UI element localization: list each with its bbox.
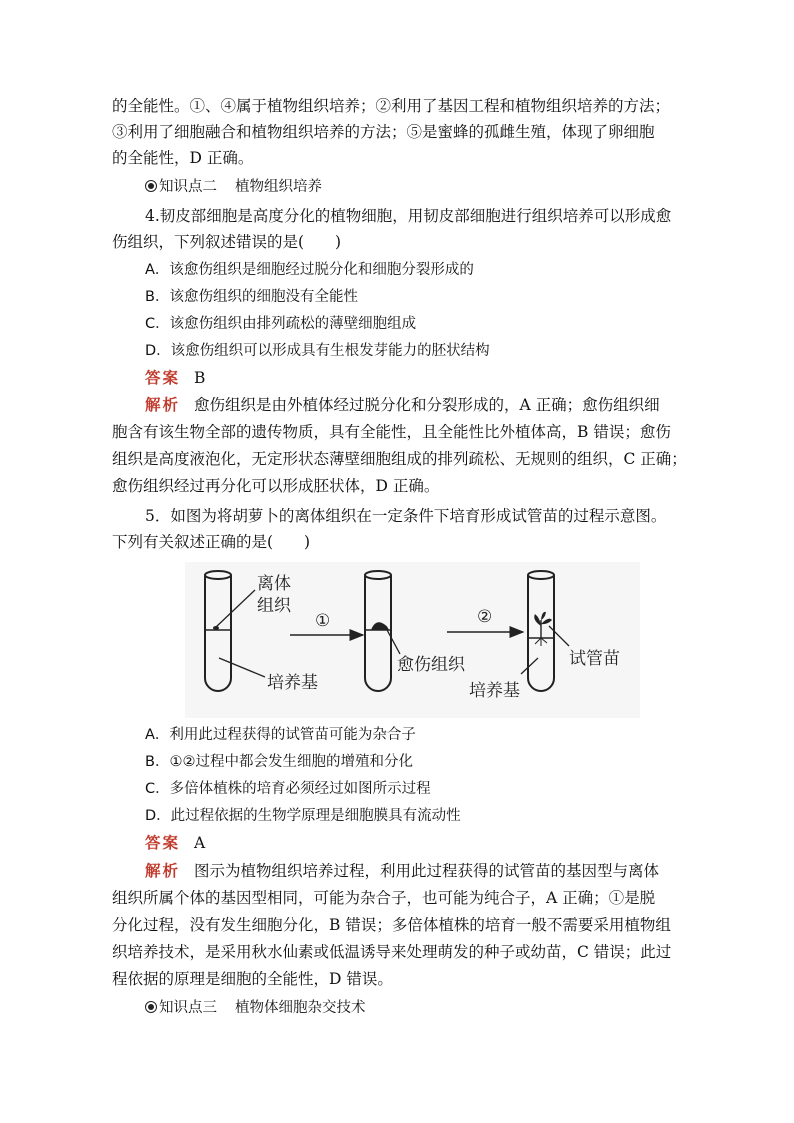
analysis-text: 愈伤组织经过再分化可以形成胚状体，D 正确。 — [112, 477, 440, 495]
bullet-circle-icon — [145, 180, 157, 192]
option-d: D．该愈伤组织可以形成具有生根发芽能力的胚状结构 — [145, 343, 490, 359]
option-b: B．该愈伤组织的细胞没有全能性 — [145, 289, 358, 305]
question-5-stem: 5．如图为将胡萝卜的离体组织在一定条件下培育形成试管苗的过程示意图。 — [145, 507, 667, 525]
label-explant-1: 离体 — [257, 574, 291, 594]
step-1-label: ① — [315, 611, 331, 631]
analysis-text: 组织是高度液泡化，无定形状态薄壁细胞组成的排列疏松、无规则的组织，C 正确； — [112, 450, 687, 468]
section-label: 知识点三 — [159, 1000, 217, 1016]
option-c: C．多倍体植株的培育必须经过如图所示过程 — [145, 781, 431, 797]
analysis-line — [145, 858, 717, 884]
option-d: D．此过程依据的生物学原理是细胞膜具有流动性 — [145, 808, 461, 824]
tissue-culture-figure — [185, 562, 640, 718]
answer-value: A — [194, 834, 206, 852]
answer-label: 答案 — [145, 368, 181, 387]
analysis-label: 解析 — [145, 395, 181, 414]
paragraph-line: ③利用了细胞融合和植物组织培养的方法；⑤是蜜蜂的孤雌生殖，体现了卵细胞 — [112, 123, 655, 141]
analysis-label: 解析 — [145, 861, 181, 880]
label-callus: 愈伤组织 — [397, 655, 465, 675]
answer-value: B — [194, 369, 206, 387]
label-medium-2: 培养基 — [469, 681, 520, 701]
question-4-stem: 伤组织，下列叙述错误的是( ) — [112, 233, 342, 251]
step-2-label: ② — [477, 607, 493, 627]
analysis-text: 愈伤组织是由外植体经过脱分化和分裂形成的，A 正确；愈伤组织细 — [194, 396, 660, 414]
option-a: A．利用此过程获得的试管苗可能为杂合子 — [145, 727, 416, 743]
seedling-icon — [534, 612, 552, 646]
analysis-text: 组织所属个体的基因型相同，可能为杂合子，也可能为纯合子，A 正确；①是脱 — [112, 889, 656, 907]
analysis-text: 程依据的原理是细胞的全能性，D 错误。 — [112, 970, 393, 988]
answer-line — [145, 365, 717, 391]
question-5-stem: 下列有关叙述正确的是( ) — [112, 533, 311, 551]
section-heading-2 — [145, 174, 717, 200]
section-heading-3 — [145, 995, 717, 1021]
paragraph-line: 的全能性。①、④属于植物组织培养；②利用了基因工程和植物组织培养的方法； — [112, 97, 671, 115]
analysis-line — [145, 392, 717, 418]
test-tube-1 — [205, 571, 265, 691]
test-tube-3 — [521, 571, 569, 691]
label-medium-1: 培养基 — [267, 673, 318, 693]
tissue-culture-diagram — [185, 562, 640, 718]
question-4-stem: 4.韧皮部细胞是高度分化的植物细胞，用韧皮部细胞进行组织培养可以形成愈 — [145, 207, 672, 225]
analysis-text: 图示为植物组织培养过程，利用此过程获得的试管苗的基因型与离体 — [194, 862, 660, 880]
test-tube-2 — [365, 571, 400, 691]
analysis-text: 织培养技术，是采用秋水仙素或低温诱导来处理萌发的种子或幼苗，C 错误；此过 — [112, 943, 672, 961]
option-a: A．该愈伤组织是细胞经过脱分化和细胞分裂形成的 — [145, 262, 474, 278]
answer-label: 答案 — [145, 833, 181, 852]
analysis-text: 分化过程，没有发生细胞分化，B 错误；多倍体植株的培育一般不需要采用植物组 — [112, 916, 671, 934]
section-title: 植物体细胞杂交技术 — [235, 1000, 366, 1016]
paragraph-line: 的全能性，D 正确。 — [112, 149, 254, 167]
option-c: C．该愈伤组织由排列疏松的薄壁细胞组成 — [145, 316, 417, 332]
analysis-text: 胞含有该生物全部的遗传物质，具有全能性，且全能性比外植体高，B 错误；愈伤 — [112, 423, 671, 441]
option-b: B．①②过程中都会发生细胞的增殖和分化 — [145, 754, 413, 770]
bullet-circle-icon — [145, 1001, 157, 1013]
section-label: 知识点二 — [159, 179, 217, 195]
section-title: 植物组织培养 — [235, 179, 322, 195]
answer-line — [145, 830, 717, 856]
label-explant-2: 组织 — [257, 596, 291, 616]
label-seedling: 试管苗 — [569, 649, 620, 669]
